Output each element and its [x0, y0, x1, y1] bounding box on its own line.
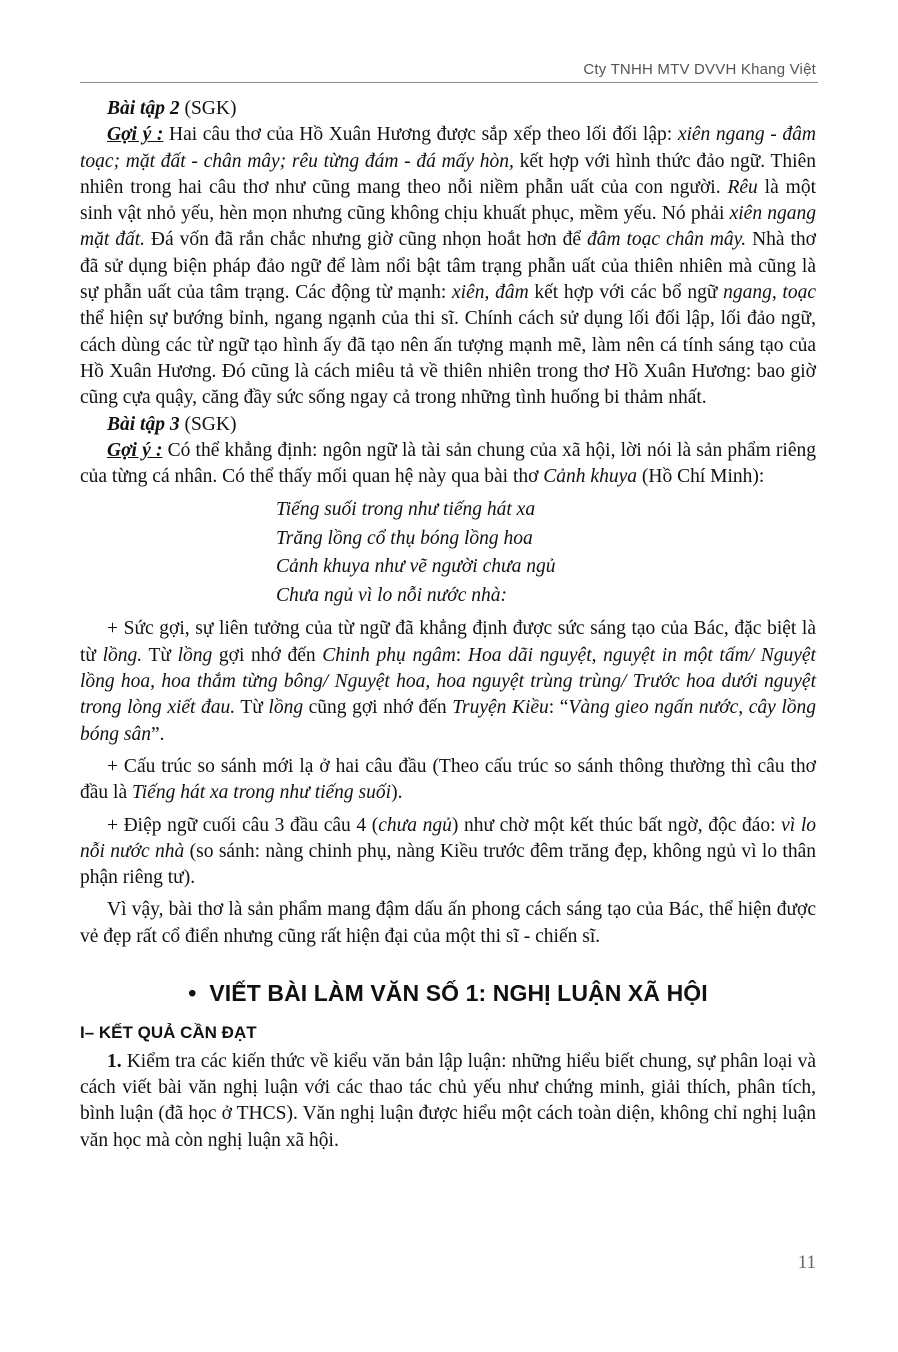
hint-label: Gợi ý :: [107, 439, 163, 461]
poem-canh-khuya: [276, 496, 816, 610]
objective-item-1: 1. Kiểm tra các kiến thức về kiểu văn bản lập luận: những hiểu biết chung, sự phân loại và cách viết bài văn nghị luận với các thao tác chủ yếu như chứng minh, giải thích, phân tích, bình luận (đã học ở THCS). Văn nghị luận được hiểu một cách toàn diện, không chỉ nghị luận văn học mà còn nghị luận xã hội.: [80, 1050, 816, 1151]
section-heading: • VIẾT BÀI LÀM VĂN SỐ 1: NGHỊ LUẬN XÃ HỘI: [188, 980, 708, 1007]
poem-line: Tiếng suối trong như tiếng hát xa: [276, 499, 536, 521]
conclusion-paragraph: Vì vậy, bài thơ là sản phẩm mang đậm dấu ấn phong cách sáng tạo của Bác, thể hiện được vẻ đẹp rất cổ điển nhưng cũng rất hiện đại của một thi sĩ - chiến sĩ.: [80, 899, 816, 947]
hint-label: Gợi ý :: [107, 124, 164, 146]
exercise-2-title: Bài tập 2 (SGK): [107, 98, 237, 119]
page-content: [80, 96, 816, 1154]
page-number: 11: [797, 1252, 816, 1273]
analysis-point-2: + Cấu trúc so sánh mới lạ ở hai câu đầu (Theo cấu trúc so sánh thông thường thì câu thơ đầu là Tiếng hát xa trong như tiếng suối).: [80, 755, 816, 804]
exercise-2-hint: Gợi ý : Hai câu thơ của Hồ Xuân Hương được sắp xếp theo lối đối lập: xiên ngang - đâm toạc; mặt đất - chân mây; rêu từng đám - đá mấy hòn, kết hợp với hình thức đảo ngữ. Thiên nhiên trong hai câu thơ như cũng mang theo nỗi niềm phẫn uất của con người. Rêu là một sinh vật nhỏ yếu, hèn mọn nhưng cũng không chịu khuất phục, mềm yếu. Nó phải xiên ngang mặt đất. Đá vốn đã rắn chắc nhưng giờ cũng nhọn hoắt hơn để đâm toạc chân mây. Nhà thơ đã sử dụng biện pháp đảo ngữ để làm nổi bật tâm trạng phẫn uất của thiên nhiên mà cũng là sự phẫn uất của tâm trạng. Các động từ mạnh: xiên, đâm kết hợp với các bổ ngữ ngang, toạc thể hiện sự bướng bỉnh, ngang ngạnh của thi sĩ. Chính cách sử dụng lối đối lập, lối đảo ngữ, cách dùng các từ ngữ tạo hình ấy đã tạo nên ấn tượng mạnh mẽ, làm nên cá tính sáng tạo của Hồ Xuân Hương. Đó cũng là cách miêu tả về thiên nhiên trong thơ Hồ Xuân Hương: bao giờ cũng cựa quậy, căng đầy sức sống ngay cả trong những tình huống bi thảm nhất.: [80, 124, 816, 409]
exercise-3-title: Bài tập 3 (SGK): [107, 413, 237, 435]
subheading: I– KẾT QUẢ CẦN ĐẠT: [80, 1023, 257, 1043]
bullet-icon: •: [188, 980, 197, 1007]
analysis-point-1: + Sức gợi, sự liên tưởng của từ ngữ đã khẳng định được sức sáng tạo của Bác, đặc biệt là từ lồng. Từ lồng gợi nhớ đến Chinh phụ ngâm: Hoa dãi nguyệt, nguyệt in một tấm/ Nguyệt lồng hoa, hoa thắm từng bông/ Nguyệt hoa, hoa nguyệt trùng trùng/ Trước hoa dưới nguyệt trong lòng xiết đau. Từ lồng cũng gợi nhớ đến Truyện Kiều: “Vàng gieo ngấn nước, cây lồng bóng sân”.: [80, 618, 816, 745]
poem-line: Trăng lồng cổ thụ bóng lồng hoa: [276, 527, 533, 549]
header-publisher: Cty TNHH MTV DVVH Khang Việt: [583, 61, 816, 78]
analysis-point-3: + Điệp ngữ cuối câu 3 đầu câu 4 (chưa ngủ) như chờ một kết thúc bất ngờ, độc đáo: vì lo nỗi nước nhà (so sánh: nàng chinh phụ, nàng Kiều trước đêm trăng đẹp, không ngủ vì lo thân phận riêng tư).: [80, 814, 816, 889]
exercise-3-hint: Gợi ý : Có thể khẳng định: ngôn ngữ là tài sản chung của xã hội, lời nói là sản phẩm riêng của từng cá nhân. Có thể thấy mối quan hệ này qua bài thơ Cảnh khuya (Hồ Chí Minh):: [80, 439, 816, 488]
poem-line: Chưa ngủ vì lo nỗi nước nhà:: [276, 584, 507, 606]
page-header: [80, 58, 818, 83]
poem-line: Cảnh khuya như vẽ người chưa ngủ: [276, 556, 556, 578]
